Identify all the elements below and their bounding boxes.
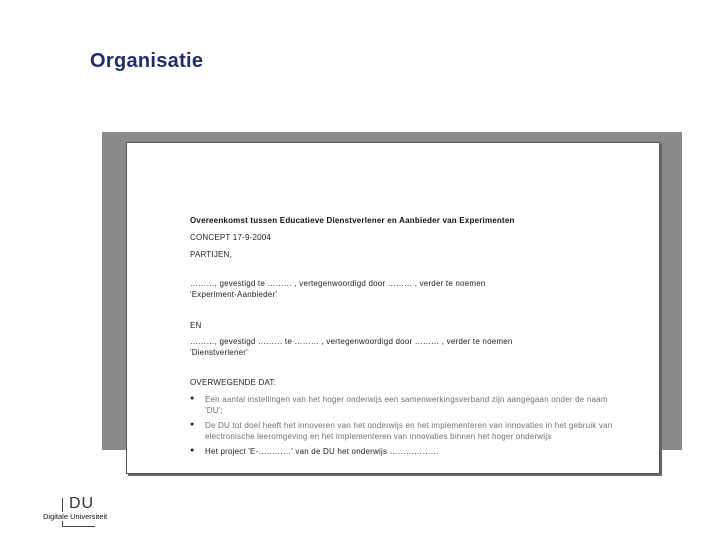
considering-label: OVERWEGENDE DAT:: [190, 378, 277, 387]
bullet3-line1: Het project 'E-…………' van de DU het onderwijs ………………: [205, 447, 439, 456]
bullet1-line2: 'DU';: [205, 406, 223, 415]
bullet2-line1: De DU tot doel heeft het innoveren van het onderwijs en het implementeren van innovaties in het gebruik van: [205, 421, 613, 430]
bullet-icon: ●: [190, 395, 195, 402]
logo-text: Digitale Universiteit: [43, 512, 108, 521]
party2-line1: ………, gevestigd ……… te ……… , vertegenwoordigd door ……… , verder te noemen: [190, 337, 513, 346]
parties-label: PARTIJEN,: [190, 250, 232, 259]
bullet-icon: ●: [190, 447, 195, 454]
party1-line2: 'Experiment-Aanbieder': [190, 290, 278, 299]
document-heading: Overeenkomst tussen Educatieve Dienstverlener en Aanbieder van Experimenten: [190, 216, 515, 225]
logo-mark: DU: [69, 495, 95, 512]
page-title: Organisatie: [90, 50, 204, 72]
document-concept-date: CONCEPT 17-9-2004: [190, 233, 272, 242]
du-logo: [42, 495, 122, 535]
en-label: EN: [190, 321, 202, 330]
bullet1-line1: Een aantal instellingen van het hoger onderwijs een samenwerkingsverband zijn aangegaan onder de naam: [205, 395, 608, 404]
party1-line1: ………, gevestigd te ……… , vertegenwoordigd door ……… , verder te noemen: [190, 279, 486, 288]
party2-line2: 'Dienstverlener': [190, 348, 248, 357]
bullet-icon: ●: [190, 421, 195, 428]
document-page: [126, 142, 660, 474]
document-screenshot: [102, 132, 682, 456]
bullet2-line2: electronische leeromgeving en het implementeren van innovaties binnen het hoger onderwijs: [205, 432, 552, 441]
